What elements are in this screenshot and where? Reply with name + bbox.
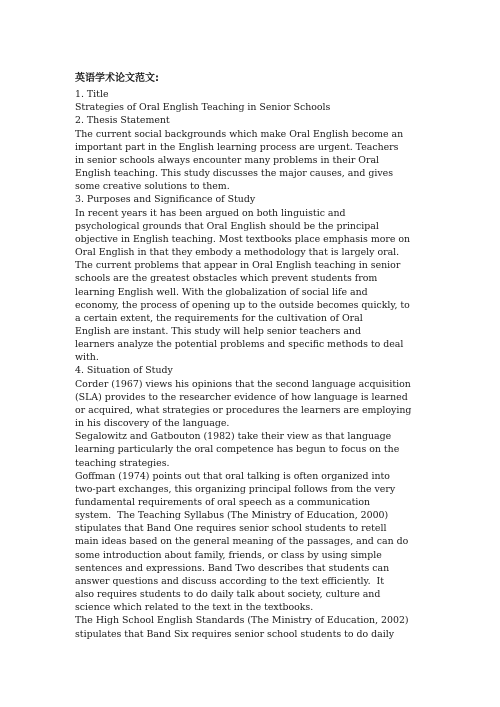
text-line: 4. Situation of Study [75,365,173,377]
text-line: with. [75,352,99,364]
text-line: science which related to the text in the textbooks. [75,602,314,614]
text-line: a certain extent, the requirements for the cultivation of Oral [75,312,363,324]
text-line: In recent years it has been argued on both linguistic and [75,207,346,219]
text-line: (SLA) provides to the researcher evidence of how language is learned [75,391,408,403]
text-line: system. The Teaching Syllabus (The Ministry of Education, 2000) [75,510,389,522]
text-line: schools are the greatest obstacles which prevent students from [75,273,378,285]
text-line: The High School English Standards (The Ministry of Education, 2002) [75,615,409,627]
text-line: important part in the English learning process are urgent. Teachers [75,141,399,153]
text-line: 3. Purposes and Significance of Study [75,194,256,206]
text-line: two-part exchanges, this organizing principal follows from the very [75,483,396,495]
text-line: some introduction about family, friends, or class by using simple [75,549,382,561]
text-line: 1. Title [75,89,109,101]
text-line: Goffman (1974) points out that oral talking is often organized into [75,470,390,482]
text-line: psychological grounds that Oral English should be the principal [75,220,379,232]
text-line: fundamental requirements of oral speech as a communication [75,497,371,508]
text-line: stipulates that Band One requires senior school students to retell [75,523,387,535]
text-line: stipulates that Band Six requires senior school students to do daily [75,628,395,640]
text-line: economy, the process of opening up to the outside becomes quickly, to [75,299,410,311]
text-line: The current social backgrounds which make Oral English become an [75,128,404,140]
text-line: Strategies of Oral English Teaching in Senior Schools [75,102,331,114]
text-line: learners analyze the potential problems and specific methods to deal [75,339,404,351]
text-line: in senior schools always encounter many problems in their Oral [75,154,380,166]
text-line: Corder (1967) views his opinions that the second language acquisition [75,378,411,390]
text-line: teaching strategies. [75,457,170,469]
text-line: answer questions and discuss according to the text efficiently. It [75,575,384,587]
text-line: or acquired, what strategies or procedures the learners are employing [75,404,412,416]
text-line: learning particularly the oral competence has begun to focus on the [75,444,400,456]
text-line: also requires students to do daily talk about society, culture and [75,589,381,601]
text-line: learning English well. With the globalization of social life and [75,286,368,298]
text-line: 2. Thesis Statement [75,115,170,127]
text-line: Segalowitz and Gatbouton (1982) take their view as that language [75,431,392,443]
text-line: some creative solutions to them. [75,181,230,193]
text-line: The current problems that appear in Oral English teaching in senior [75,260,401,272]
text-line: Oral English in that they embody a methodology that is largely oral. [75,247,400,259]
document-body [75,88,438,641]
text-line: English teaching. This study discusses the major causes, and gives [75,168,394,180]
text-line: sentences and expressions. Band Two describes that students can [75,562,390,574]
document-heading: 英语学术论文范文: [75,73,159,84]
text-line: in his discovery of the language. [75,418,230,430]
text-line: main ideas based on the general meaning of the passages, and can do [75,536,409,548]
text-line: objective in English teaching. Most textbooks place emphasis more on [75,233,411,245]
text-line: English are instant. This study will help senior teachers and [75,325,361,337]
